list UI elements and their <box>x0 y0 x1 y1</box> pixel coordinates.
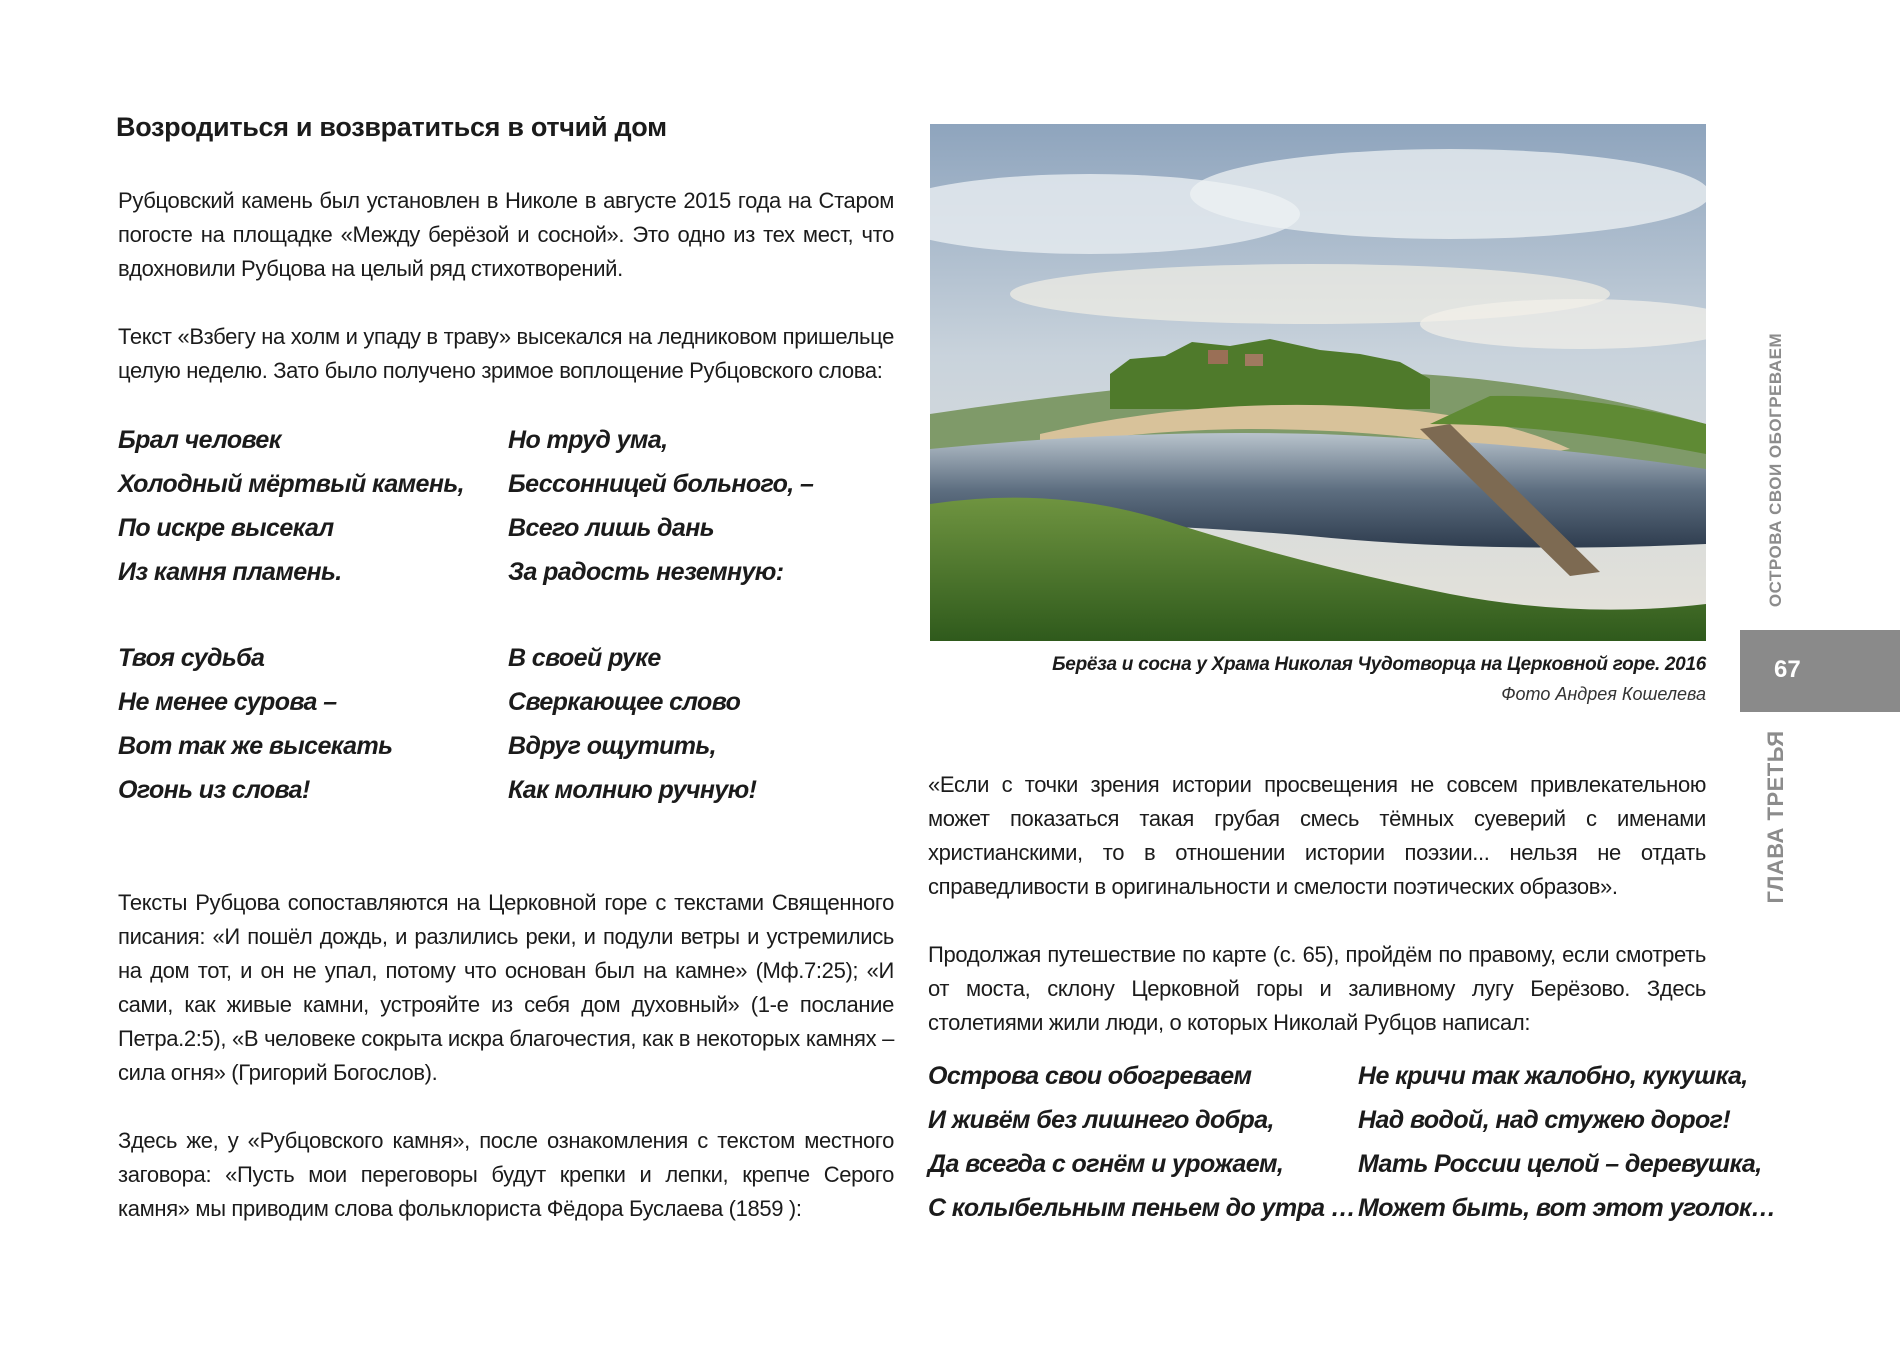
page-number: 67 <box>1774 656 1801 683</box>
running-chapter-title <box>1756 722 1796 912</box>
poem-line: Не менее сурова – <box>118 688 337 716</box>
poem-line: Мать России целой – деревушка, <box>1358 1150 1762 1178</box>
running-section-title <box>1756 330 1796 610</box>
poem-stanza-1-col-1 <box>118 418 464 594</box>
intro-paragraph: Рубцовский камень был установлен в Николе в августе 2015 года на Старом погосте на площадке «Между берёзой и сосной». Это одно из тех мест, что вдохновили Рубцова на целый ряд стихотворений. <box>118 188 894 281</box>
poem-line: Брал человек <box>118 426 281 454</box>
poem-line: Да всегда с огнём и урожаем, <box>928 1150 1284 1178</box>
chapter-title-text: ГЛАВА ТРЕТЬЯ <box>1763 730 1788 904</box>
poem-line: Всего лишь дань <box>508 514 714 542</box>
poem-line: И живём без лишнего добра, <box>928 1106 1274 1134</box>
poem-line: По искре высекал <box>118 514 334 542</box>
poem-line: Не кричи так жалобно, кукушка, <box>1358 1062 1748 1090</box>
journey-paragraph: Продолжая путешествие по карте (с. 65), пройдём по правому, если смотреть от моста, склону Церковной горы и заливному лугу Берёзово. Здесь столетиями жили люди, о которых Николай Рубцов написал: <box>928 942 1706 1035</box>
poem-line: Вдруг ощутить, <box>508 732 716 760</box>
poem-line: Как молнию ручную! <box>508 776 757 804</box>
landscape-photo <box>930 124 1706 641</box>
buslaev-quote: «Если с точки зрения истории просвещения не совсем привлекательною может показаться такая грубая смесь тёмных суеверий с именами христианскими, то в отношении истории поэзии... нельзя не отдать справедливости в оригинальности и смелости поэтических образов». <box>928 772 1706 899</box>
poem-line: Из камня пламень. <box>118 558 342 586</box>
poem-line: Над водой, над стужею дорог! <box>1358 1106 1731 1134</box>
poem-line: За радость неземную: <box>508 558 784 586</box>
section-title-text: ОСТРОВА СВОИ ОБОГРЕВАЕМ <box>1766 332 1785 608</box>
poem-line: В своей руке <box>508 644 661 672</box>
page-number-tab <box>1740 630 1900 712</box>
poem-line: Но труд ума, <box>508 426 668 454</box>
poem-line: Холодный мёртвый камень, <box>118 470 464 498</box>
stone-text-paragraph: Текст «Взбегу на холм и упаду в траву» высекался на ледниковом пришельце целую неделю. Зато было получено зримое воплощение Рубцовского слова: <box>118 324 894 383</box>
poem-stanza-2-col-2 <box>508 636 756 812</box>
photo-credit: Фото Андрея Кошелева <box>1501 684 1706 704</box>
poem-line: Сверкающее слово <box>508 688 741 716</box>
poem-line: Огонь из слова! <box>118 776 310 804</box>
poem-stanza-1-col-2 <box>508 418 813 594</box>
poem-stanza-2-col-1 <box>118 636 392 812</box>
rubtsov-poem-col-1 <box>928 1054 1355 1230</box>
poem-line: Вот так же высекать <box>118 732 393 760</box>
section-heading: Возродиться и возвратиться в отчий дом <box>116 112 667 142</box>
poem-line: Твоя судьба <box>118 644 265 672</box>
scripture-paragraph: Тексты Рубцова сопоставляются на Церковной горе с текстами Священного писания: «И пошёл дождь, и разлились реки, и подули ветры и устремились на дом тот, и он не упал, потому что основан был на камне» (Мф.7:25); «И сами, как живые камни, устрояйте из себя дом духовный» (1-е послание Петра.2:5), «В человеке сокрыта искра благочестия, как в некоторых камнях – сила огня» (Григорий Богослов). <box>118 890 894 1085</box>
poem-line: Острова свои обогреваем <box>928 1062 1252 1090</box>
poem-line: Может быть, вот этот уголок… <box>1358 1194 1776 1222</box>
river-landscape-image <box>930 124 1706 641</box>
rubtsov-poem-col-2 <box>1358 1054 1775 1230</box>
poem-line: С колыбельным пеньем до утра … <box>928 1194 1356 1222</box>
poem-line: Бессонницей больного, – <box>508 470 814 498</box>
photo-caption: Берёза и сосна у Храма Николая Чудотворца на Церковной горе. 2016 <box>1052 654 1706 675</box>
charm-paragraph: Здесь же, у «Рубцовского камня», после ознакомления с текстом местного заговора: «Пусть мои переговоры будут крепки и лепки, крепче Серого камня» мы приводим слова фольклориста Фёдора Буслаева (1859 ): <box>118 1128 894 1221</box>
